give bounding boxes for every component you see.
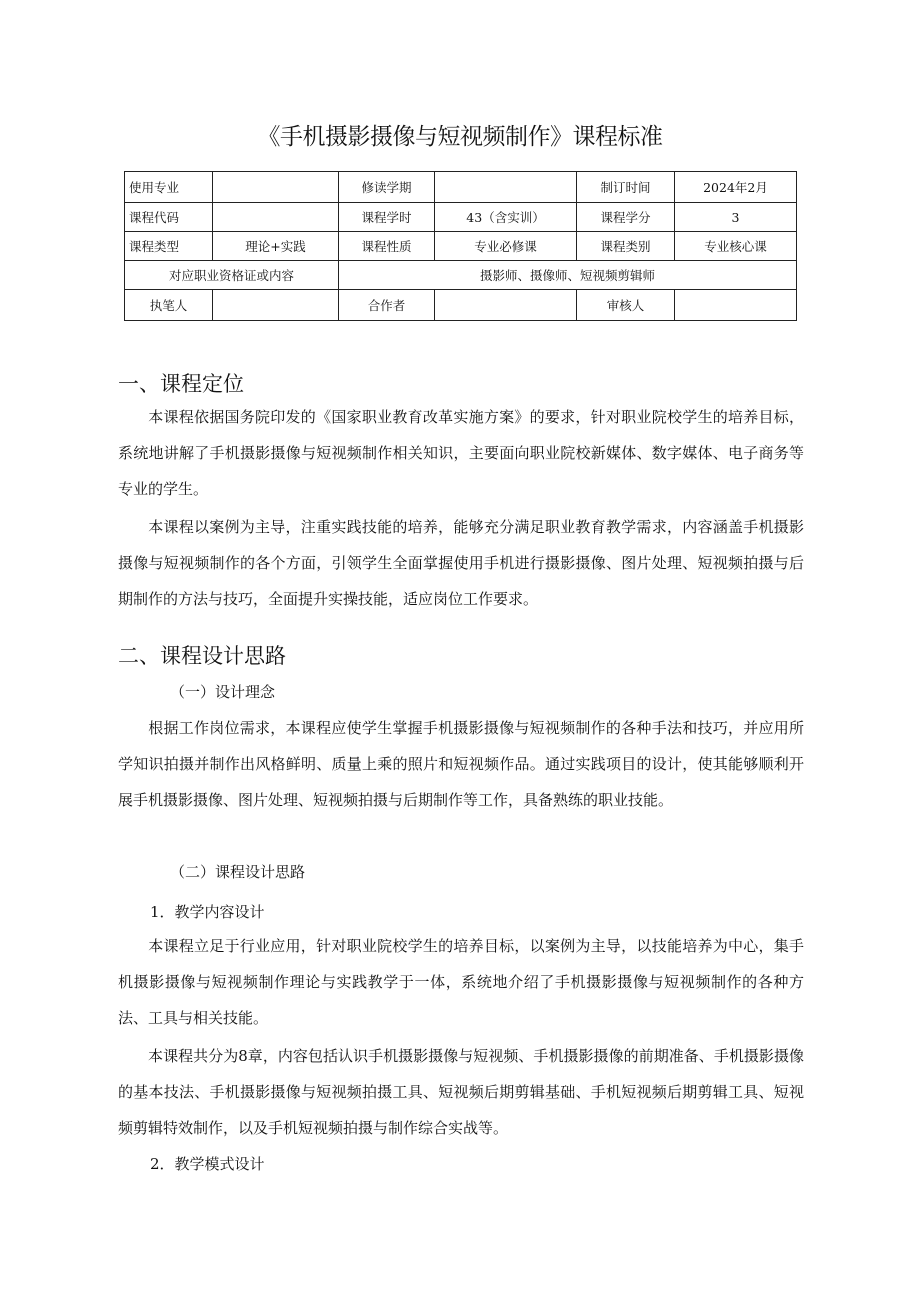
value-qualification: 摄影师、摄像师、短视频剪辑师	[339, 261, 797, 290]
section-heading-design: 二、课程设计思路	[118, 644, 286, 668]
value-major	[213, 172, 339, 203]
subheading-design-ideas: （二）课程设计思路	[170, 863, 306, 881]
label-course-nature: 课程性质	[339, 232, 435, 261]
course-info-table	[124, 171, 797, 321]
document-title: 《手机摄影摄像与短视频制作》课程标准	[257, 124, 663, 150]
value-course-category: 专业核心课	[675, 232, 797, 261]
table-row	[125, 203, 797, 232]
table-row	[125, 290, 797, 321]
subheading-mode-design: 2．教学模式设计	[150, 1155, 265, 1173]
paragraph	[118, 399, 804, 507]
value-reviewer	[675, 290, 797, 321]
label-collaborator: 合作者	[339, 290, 435, 321]
subheading-content-design: 1．教学内容设计	[150, 903, 265, 921]
value-author	[213, 290, 339, 321]
label-qualification: 对应职业资格证或内容	[125, 261, 339, 290]
value-hours: 43（含实训）	[435, 203, 577, 232]
value-semester	[435, 172, 577, 203]
label-date: 制订时间	[577, 172, 675, 203]
label-credits: 课程学分	[577, 203, 675, 232]
value-credits: 3	[675, 203, 797, 232]
paragraph-text: 本课程立足于行业应用，针对职业院校学生的培养目标，以案例为主导，以技能培养为中心，集手机摄影摄像与短视频制作理论与实践教学于一体，系统地介绍了手机摄影摄像与短视频制作的各种方法、工具与相关技能。	[118, 937, 804, 1027]
value-course-code	[213, 203, 339, 232]
paragraph-text: 根据工作岗位需求，本课程应使学生掌握手机摄影摄像与短视频制作的各种手法和技巧，并应用所学知识拍摄并制作出风格鲜明、质量上乘的照片和短视频作品。通过实践项目的设计，使其能够顺利开展手机摄影摄像、图片处理、短视频拍摄与后期制作等工作，具备熟练的职业技能。	[118, 719, 804, 809]
label-author: 执笔人	[125, 290, 213, 321]
value-collaborator	[435, 290, 577, 321]
value-course-type: 理论+实践	[213, 232, 339, 261]
paragraph	[118, 509, 804, 617]
paragraph	[118, 928, 804, 1036]
table-row	[125, 261, 797, 290]
label-semester: 修读学期	[339, 172, 435, 203]
paragraph	[118, 1038, 804, 1146]
paragraph	[118, 710, 804, 818]
table-row	[125, 232, 797, 261]
label-course-code: 课程代码	[125, 203, 213, 232]
section-heading-positioning: 一、课程定位	[118, 372, 244, 396]
paragraph-text: 本课程共分为8章，内容包括认识手机摄影摄像与短视频、手机摄影摄像的前期准备、手机摄影摄像的基本技法、手机摄影摄像与短视频拍摄工具、短视频后期剪辑基础、手机短视频后期剪辑工具、短视频剪辑特效制作，以及手机短视频拍摄与制作综合实战等。	[118, 1047, 804, 1137]
subheading-design-concept: （一）设计理念	[170, 683, 276, 701]
label-major: 使用专业	[125, 172, 213, 203]
paragraph-text: 本课程以案例为主导，注重实践技能的培养，能够充分满足职业教育教学需求，内容涵盖手机摄影摄像与短视频制作的各个方面，引领学生全面掌握使用手机进行摄影摄像、图片处理、短视频拍摄与后期制作的方法与技巧，全面提升实操技能，适应岗位工作要求。	[118, 518, 804, 608]
value-course-nature: 专业必修课	[435, 232, 577, 261]
label-hours: 课程学时	[339, 203, 435, 232]
label-course-category: 课程类别	[577, 232, 675, 261]
table-row	[125, 172, 797, 203]
label-reviewer: 审核人	[577, 290, 675, 321]
paragraph-text: 本课程依据国务院印发的《国家职业教育改革实施方案》的要求，针对职业院校学生的培养目标，系统地讲解了手机摄影摄像与短视频制作相关知识，主要面向职业院校新媒体、数字媒体、电子商务等专业的学生。	[118, 408, 804, 498]
label-course-type: 课程类型	[125, 232, 213, 261]
value-date: 2024年2月	[675, 172, 797, 203]
